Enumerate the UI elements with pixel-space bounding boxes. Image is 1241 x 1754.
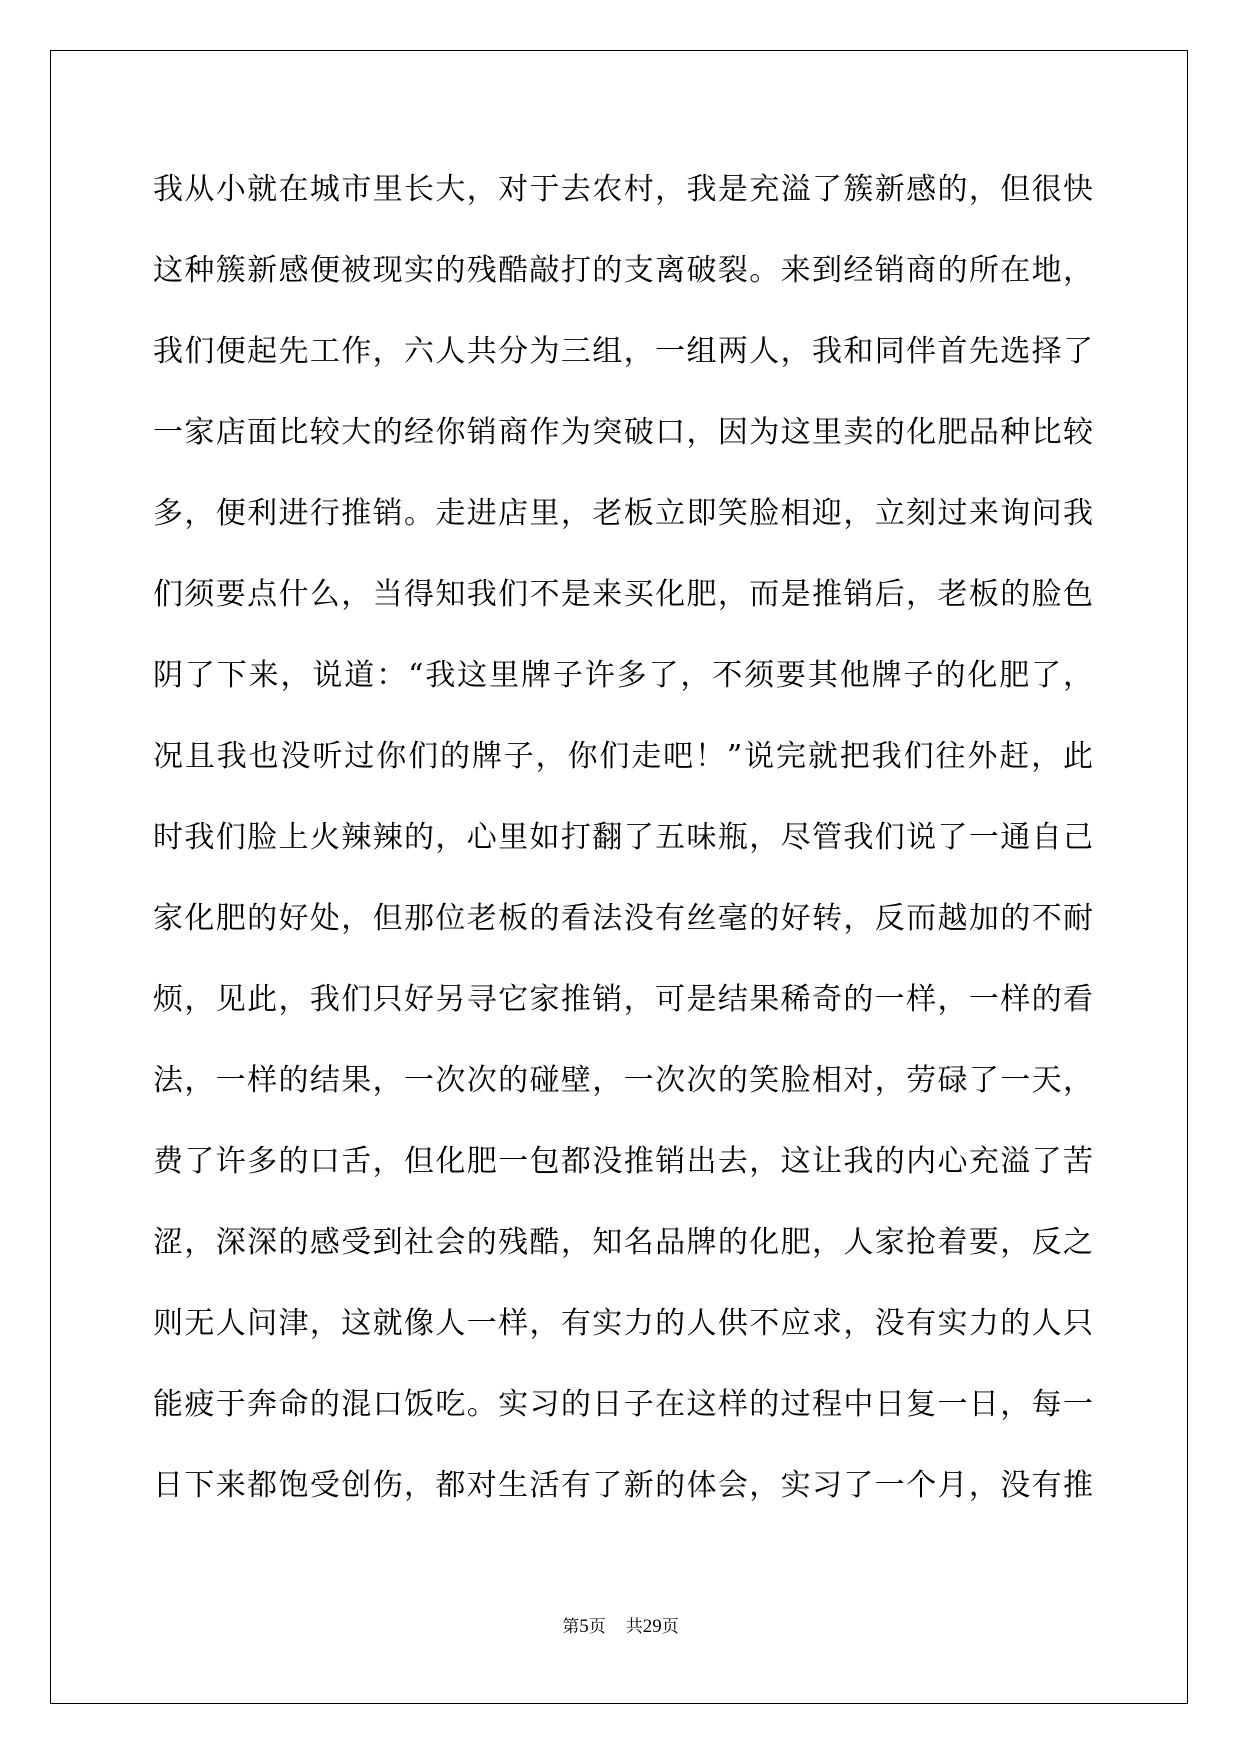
page-footer bbox=[0, 1612, 1241, 1638]
text-line: 阴了下来，说道：“我这里牌子许多了，不须要其他牌子的化肥了， bbox=[153, 658, 1093, 693]
text-line: 况且我也没听过你们的牌子，你们走吧！”说完就把我们往外赶，此 bbox=[153, 739, 1093, 774]
page-suffix: 页 bbox=[588, 1617, 606, 1637]
text-line: 家化肥的好处，但那位老板的看法没有丝毫的好转，反而越加的不耐 bbox=[153, 901, 1093, 936]
text-line: 烦，见此，我们只好另寻它家推销，可是结果稀奇的一样，一样的看 bbox=[153, 982, 1093, 1017]
text-line: 则无人问津，这就像人一样，有实力的人供不应求，没有实力的人只 bbox=[153, 1306, 1093, 1341]
text-line: 我们便起先工作，六人共分为三组，一组两人，我和同伴首先选择了 bbox=[153, 334, 1093, 369]
total-suffix: 页 bbox=[661, 1617, 679, 1637]
text-line: 一家店面比较大的经你销商作为突破口，因为这里卖的化肥品种比较 bbox=[153, 415, 1093, 450]
page-prefix: 第 bbox=[562, 1617, 580, 1637]
text-line: 费了许多的口舌，但化肥一包都没推销出去，这让我的内心充溢了苦 bbox=[153, 1144, 1093, 1179]
total-pages: 29 bbox=[642, 1616, 662, 1637]
text-line: 这种簇新感便被现实的残酷敲打的支离破裂。来到经销商的所在地， bbox=[153, 253, 1093, 288]
text-line: 能疲于奔命的混口饭吃。实习的日子在这样的过程中日复一日，每一 bbox=[153, 1387, 1093, 1422]
text-line: 涩，深深的感受到社会的残酷，知名品牌的化肥，人家抢着要，反之 bbox=[153, 1225, 1093, 1260]
page-number: 5 bbox=[579, 1616, 589, 1637]
text-line: 多，便利进行推销。走进店里，老板立即笑脸相迎，立刻过来询问我 bbox=[153, 496, 1093, 531]
text-line: 我从小就在城市里长大，对于去农村，我是充溢了簇新感的，但很快 bbox=[153, 172, 1093, 207]
body-text bbox=[153, 162, 1093, 1539]
text-line: 法，一样的结果，一次次的碰壁，一次次的笑脸相对，劳碌了一天， bbox=[153, 1063, 1093, 1098]
text-line: 时我们脸上火辣辣的，心里如打翻了五味瓶，尽管我们说了一通自己 bbox=[153, 820, 1093, 855]
text-line: 日下来都饱受创伤，都对生活有了新的体会，实习了一个月，没有推 bbox=[153, 1468, 1093, 1503]
text-line: 们须要点什么，当得知我们不是来买化肥，而是推销后，老板的脸色 bbox=[153, 577, 1093, 612]
total-prefix: 共 bbox=[625, 1617, 643, 1637]
